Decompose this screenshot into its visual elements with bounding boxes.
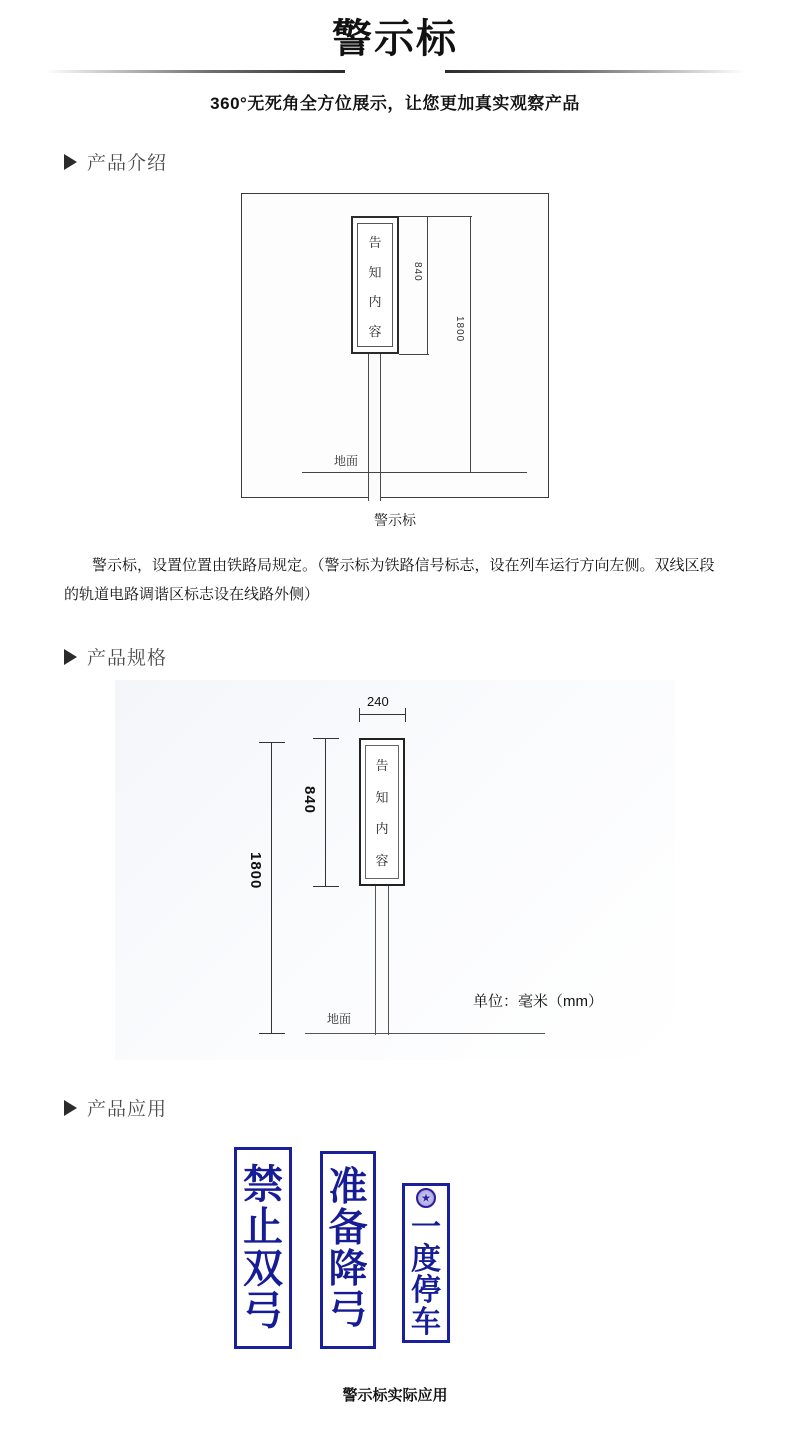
figure-caption-product-intro: 警示标 — [374, 512, 416, 528]
dimension-label-240: 240 — [367, 694, 389, 709]
section-title-product-intro: 产品介绍 — [87, 153, 168, 174]
figure-product-spec — [115, 680, 675, 1060]
figure-product-intro-wrapper — [0, 193, 790, 498]
sign-board-char-1: 告 — [375, 758, 389, 774]
page-header — [0, 0, 790, 114]
ground-line — [305, 1033, 545, 1034]
sign2-char-1: 准 — [328, 1165, 368, 1211]
application-sign-one-stop — [402, 1183, 450, 1343]
sign2-char-4: 弓 — [328, 1287, 368, 1333]
dimension-line-840 — [427, 216, 428, 354]
sign2-char-2: 备 — [328, 1206, 368, 1252]
product-description-paragraph: 警示标，设置位置由铁路局规定。（警示标为铁路信号标志，设在列车运行方向左侧。双线区段的轨道电路调谐区标志设在线路外侧） — [64, 557, 715, 603]
sign3-char-3: 停 — [411, 1273, 441, 1308]
dimension-tick-840-top — [313, 738, 339, 739]
triangle-bullet-icon — [64, 649, 77, 665]
figure-caption-product-application: 警示标实际应用 — [342, 1387, 448, 1404]
sign-board-outline — [351, 216, 399, 354]
sign1-char-2: 止 — [243, 1204, 283, 1250]
sign1-char-4: 弓 — [243, 1288, 283, 1334]
sign3-char-1: 一 — [411, 1210, 441, 1245]
unit-label: 单位：毫米（mm） — [473, 993, 603, 1010]
sign-pole — [368, 354, 381, 501]
sign-board-text — [353, 228, 397, 346]
sign-pole — [375, 886, 389, 1035]
sign-board-char-4: 容 — [368, 323, 382, 339]
section-title-product-spec: 产品规格 — [87, 648, 168, 669]
railway-emblem-icon — [416, 1188, 436, 1208]
sign3-char-4: 车 — [411, 1304, 441, 1340]
title-divider-right — [445, 70, 745, 73]
dimension-label-840: 840 — [412, 262, 423, 282]
dimension-tick-840-bottom — [399, 354, 429, 355]
page-title: 警示标 — [332, 16, 458, 62]
sign-board-char-2: 知 — [368, 264, 382, 280]
title-divider-left — [45, 70, 345, 73]
sign-board-char-2: 知 — [375, 789, 389, 805]
sign-board-char-3: 内 — [368, 294, 382, 310]
sign-board-char-3: 内 — [375, 821, 389, 837]
dimension-label-840: 840 — [301, 786, 318, 815]
dimension-tick-1800-top — [428, 216, 472, 217]
ground-label: 地面 — [334, 454, 359, 468]
dimension-line-240 — [359, 714, 405, 715]
section-heading-product-application — [64, 1094, 790, 1121]
sign-board-char-1: 告 — [368, 235, 382, 251]
triangle-bullet-icon — [64, 154, 77, 170]
application-sign-prepare-lower-pantograph — [320, 1151, 376, 1349]
ground-label: 地面 — [327, 1012, 352, 1026]
figure-product-application — [230, 1139, 560, 1374]
ground-line — [302, 472, 527, 473]
dimension-tick-1800-bottom — [428, 472, 472, 473]
section-heading-product-intro — [64, 148, 790, 175]
dimension-tick-840-bottom — [313, 886, 339, 887]
dimension-tick-240-left — [359, 708, 360, 722]
page-subtitle: 360°无死角全方位展示，让您更加真实观察产品 — [210, 94, 580, 113]
dimension-tick-1800-bottom — [259, 1033, 285, 1034]
sign2-char-3: 降 — [328, 1247, 368, 1292]
section-heading-product-spec — [64, 643, 790, 670]
dimension-tick-1800-top — [259, 742, 285, 743]
figure-product-spec-wrapper — [0, 680, 790, 1060]
section-title-product-application: 产品应用 — [87, 1099, 168, 1120]
sign1-char-1: 禁 — [243, 1162, 283, 1208]
dimension-line-1800 — [470, 216, 471, 472]
dimension-tick-840-top — [399, 216, 429, 217]
triangle-bullet-icon — [64, 1100, 77, 1116]
sign-board-text — [361, 750, 403, 876]
figure-product-intro — [241, 193, 549, 498]
application-sign-no-double-pantograph — [234, 1147, 292, 1349]
dimension-label-1800: 1800 — [454, 316, 465, 343]
dimension-line-840 — [325, 738, 326, 886]
title-divider — [45, 70, 745, 73]
sign-board-char-4: 容 — [375, 852, 389, 868]
sign1-char-3: 双 — [243, 1246, 283, 1292]
dimension-line-1800 — [271, 742, 272, 1033]
sign3-char-2: 度 — [411, 1241, 441, 1277]
figure-product-application-wrapper — [0, 1139, 790, 1374]
sign-board-outline — [359, 738, 405, 886]
dimension-label-1800: 1800 — [247, 852, 264, 890]
dimension-tick-240-right — [405, 708, 406, 722]
